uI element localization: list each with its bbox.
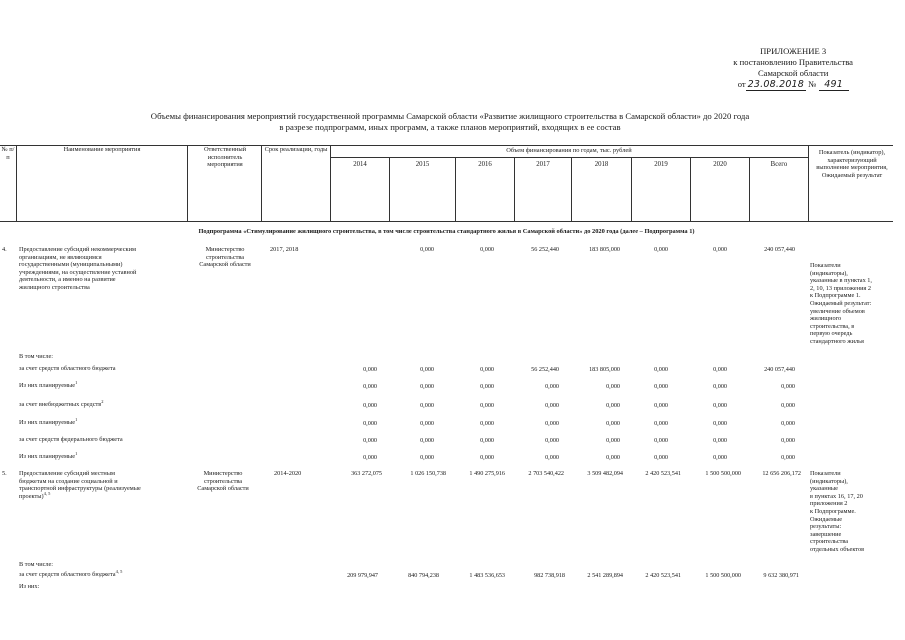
subrow-label-text: за счет внебюджетных средств (19, 401, 102, 408)
row5-subrow-value: 1 500 500,000 (705, 572, 741, 579)
row4-executor-line: Министерство (205, 246, 245, 253)
row5-indicator-line: отдельных объектов (810, 545, 865, 553)
subrow-value: 0,000 (420, 402, 434, 409)
title-line-2: в разрезе подпрограмм, иных программ, а также планов мероприятий, входящих в ее состав (279, 122, 621, 132)
row4-indicator-line: строительства, в (810, 322, 855, 330)
row5-subrow-value: 9 632 380,971 (763, 572, 799, 579)
appendix-title: ПРИЛОЖЕНИЕ 3 (760, 46, 827, 56)
appendix-dateline (733, 79, 853, 91)
subrow-label-text: за счет средств областного бюджета (19, 365, 116, 372)
row5-subrow-value: 209 979,947 (347, 572, 378, 579)
row4-subrow-label (19, 382, 77, 389)
year-2017: 2017 (536, 161, 550, 168)
subrow-value: 0,000 (363, 454, 377, 461)
subrow-value: 0,000 (480, 437, 494, 444)
row4-name-line: организациям, не являющимся (19, 253, 102, 261)
subrow-label-text: за счет средств федерального бюджета (19, 436, 123, 443)
subrow-value: 0,000 (713, 383, 727, 390)
row4-including-label: В том числе: (19, 353, 54, 360)
row4-value-2018: 183 805,000 (589, 246, 620, 253)
subrow-value: 183 805,000 (589, 366, 620, 373)
subrow-value: 0,000 (480, 383, 494, 390)
row4-indicator-line: 2, 10, 13 приложения 2 (810, 284, 872, 292)
row5-value-2016: 1 490 275,916 (469, 470, 505, 477)
header-indicator: Показатель (индикатор), характеризующий выполнение мероприятия, Ожидаемый результат (816, 149, 888, 179)
subrow-value: 0,000 (420, 366, 434, 373)
row5-indicator-line: завершение (810, 530, 842, 538)
row5-subrow-value: 982 738,918 (534, 572, 565, 579)
row4-executor-line: строительства (205, 253, 245, 261)
header-funding-group: Объем финансирования по годам, тыс. рублей (506, 147, 632, 154)
header-name: Наименование мероприятия (63, 146, 141, 153)
row5-value-2020: 1 500 500,000 (705, 470, 741, 477)
row4-value-2019: 0,000 (654, 246, 668, 253)
subrow-label-text: Из них планируемые (19, 419, 76, 426)
subrow-value: 0,000 (606, 420, 620, 427)
subrow-label-text: Из них планируемые (19, 453, 76, 460)
row4-num: 4. (2, 246, 7, 253)
row5-indicator-line: результаты: (810, 523, 842, 531)
row5-indicator-line: строительства (810, 538, 849, 546)
subrow-value: 0,000 (606, 437, 620, 444)
subrow-value: 0,000 (363, 383, 377, 390)
subrow-value: 0,000 (363, 420, 377, 427)
subrow-value: 0,000 (606, 402, 620, 409)
subrow-value: 0,000 (713, 437, 727, 444)
subrow-value: 0,000 (420, 420, 434, 427)
row4-name-line: учреждениями, на осуществление уставной (19, 268, 137, 276)
row5-name-text: проекты) (19, 492, 44, 500)
row4-indicator (810, 262, 902, 346)
subrow-value: 0,000 (654, 383, 668, 390)
subrow-value: 0,000 (480, 454, 494, 461)
subrow-value: 0,000 (713, 420, 727, 427)
subrow-value: 0,000 (480, 402, 494, 409)
subrow-value: 0,000 (420, 437, 434, 444)
row4-subrow-label (19, 453, 77, 460)
subrow-value: 0,000 (713, 366, 727, 373)
header-period: Срок реализации, годы (264, 146, 328, 153)
subrow-value: 0,000 (606, 383, 620, 390)
row4-value-2016: 0,000 (480, 246, 494, 253)
row5-executor-line: строительства (203, 477, 243, 485)
row5-value-2014: 363 272,075 (351, 470, 382, 477)
subrow-value: 0,000 (480, 420, 494, 427)
row4-name (19, 246, 136, 292)
year-2020: 2020 (713, 161, 727, 168)
row5-name-line: бюджетам на создание социальной и (19, 477, 118, 485)
row5-name-line: Предоставление субсидий местным (19, 470, 116, 477)
subrow-value: 0,000 (545, 420, 559, 427)
row4-executor-line: Самарской области (199, 261, 251, 269)
subprogram-title: Подпрограмма «Стимулирование жилищного строительства, в том числе строительства стандартного жилья в Самарской области» до 2020 года (далее – Подпрограмма 1) (198, 228, 695, 235)
subrow-value: 56 252,440 (531, 366, 559, 373)
footnote-mark: 4, 5 (115, 569, 123, 574)
row5-value-2017: 2 703 540,422 (528, 470, 564, 477)
row5-indicator-line: Показатели (810, 470, 841, 477)
row5-name (19, 470, 141, 500)
row4-indicator-line: увеличение объемов (810, 307, 865, 315)
footnote-mark: 1 (75, 417, 78, 422)
row5-including-label: В том числе: (19, 561, 54, 568)
row4-indicator-line: Показатели (810, 262, 841, 269)
footnote-mark: 4, 5 (43, 490, 51, 496)
year-2016: 2016 (478, 161, 492, 168)
row4-subrow-label (19, 436, 123, 443)
row5-name-line (19, 490, 141, 501)
subrow-value: 0,000 (545, 383, 559, 390)
year-total: Всего (770, 161, 788, 168)
row5-executor (186, 470, 260, 493)
subrow-value: 0,000 (420, 383, 434, 390)
row4-indicator-line: первую очередь (810, 330, 853, 338)
subrow-label-text: за счет средств областного бюджета (19, 571, 116, 578)
row4-name-line: жилищного строительства (19, 283, 90, 291)
subrow-value: 0,000 (545, 437, 559, 444)
row4-name-line: государственными (муниципальными) (19, 261, 123, 269)
row4-value-2017: 56 252,440 (531, 246, 559, 253)
row5-of-them-label: Из них: (19, 583, 40, 590)
subrow-value: 240 057,440 (764, 366, 795, 373)
header-bottom-border (0, 221, 893, 222)
row5-indicator-line: указанные (810, 485, 838, 493)
row4-period: 2017, 2018 (270, 246, 299, 253)
row4-subrow-label (19, 365, 116, 372)
row4-value-2015: 0,000 (420, 246, 434, 253)
table-header (0, 145, 893, 222)
row4-name-line: Предоставление субсидий некоммерческим (19, 246, 136, 253)
row4-indicator-line: жилищного (810, 315, 842, 323)
date-value: 23.08.2018 (747, 79, 805, 90)
subrow-value: 0,000 (363, 366, 377, 373)
row4-name-line: деятельности, а именно на развитие (19, 276, 116, 284)
row5-value-total: 12 656 206,172 (762, 470, 801, 477)
title-line-1: Объемы финансирования мероприятий государственной программы Самарской области «Развитие жилищного строительства в Самарской области» до 2020 года (150, 111, 750, 121)
col-divider (330, 145, 331, 221)
row5-subrow-value: 840 794,238 (408, 572, 439, 579)
subrow-value: 0,000 (781, 454, 795, 461)
subrow-value: 0,000 (713, 454, 727, 461)
subrow-value: 0,000 (654, 437, 668, 444)
date-prefix: от (737, 79, 746, 89)
subrow-value: 0,000 (363, 402, 377, 409)
row5-indicator-line: Ожидаемые (810, 515, 843, 523)
subrow-value: 0,000 (363, 437, 377, 444)
col-divider (808, 145, 809, 221)
subrow-value: 0,000 (781, 402, 795, 409)
col-divider (16, 145, 17, 221)
row5-value-2018: 3 509 482,094 (587, 470, 623, 477)
subrow-value: 0,000 (420, 454, 434, 461)
row5-value-2015: 1 026 150,738 (410, 470, 446, 477)
footnote-mark: 1 (75, 380, 78, 385)
header-executor: Ответственный исполнитель мероприятия (203, 146, 247, 169)
subrow-label-text: Из них планируемые (19, 382, 76, 389)
row5-value-2019: 2 420 523,541 (645, 470, 681, 477)
row5-period: 2014-2020 (274, 470, 302, 477)
row5-subrow-value: 1 483 536,653 (469, 572, 505, 579)
number-sign: № (808, 79, 817, 89)
subrow-value: 0,000 (654, 402, 668, 409)
row4-value-2020: 0,000 (713, 246, 727, 253)
row5-indicator-line: приложения 2 (810, 500, 848, 508)
row4-indicator-line: к Подпрограмме 1. (810, 292, 861, 300)
row5-indicator-line: (индикаторы), (810, 477, 848, 485)
year-2018: 2018 (594, 161, 609, 168)
col-divider (261, 145, 262, 221)
row5-indicator-line: в пунктах 16, 17, 20 (810, 492, 863, 500)
year-2014: 2014 (353, 161, 367, 168)
row4-indicator-line: Ожидаемый результат: (810, 299, 872, 307)
row5-subrow-value: 2 420 523,541 (645, 572, 681, 579)
row4-value-total: 240 057,440 (764, 246, 795, 253)
footnote-mark: 1 (75, 451, 78, 456)
row4-indicator-line: стандартного жилья (810, 337, 864, 345)
subrow-value: 0,000 (545, 454, 559, 461)
row5-indicator (810, 470, 902, 554)
row4-executor (190, 246, 260, 269)
row5-subrow-label (19, 571, 122, 578)
subrow-value: 0,000 (654, 366, 668, 373)
row5-subrow-value: 2 541 289,894 (587, 572, 623, 579)
number-value: 491 (819, 79, 849, 91)
year-2015: 2015 (415, 161, 430, 168)
header-num: № п/п (1, 146, 15, 161)
row4-indicator-line: (индикаторы), (810, 269, 848, 277)
year-2019: 2019 (654, 161, 668, 168)
footnote-mark: 2 (101, 399, 104, 404)
subrow-value: 0,000 (781, 420, 795, 427)
row4-subrow-label (19, 401, 104, 408)
subrow-value: 0,000 (781, 437, 795, 444)
row5-num: 5. (2, 470, 7, 477)
subrow-value: 0,000 (654, 454, 668, 461)
subrow-value: 0,000 (654, 420, 668, 427)
appendix-block (733, 46, 853, 91)
subrow-value: 0,000 (480, 366, 494, 373)
subrow-value: 0,000 (713, 402, 727, 409)
appendix-resolution: к постановлению Правительства (733, 57, 853, 67)
row5-executor-line: Самарской области (197, 485, 249, 493)
subrow-value: 0,000 (606, 454, 620, 461)
subrow-value: 0,000 (545, 402, 559, 409)
appendix-region: Самарской области (757, 68, 829, 78)
row5-executor-line: Министерство (203, 470, 243, 477)
row5-name-line: транспортной инфраструктуры (реализуемые (19, 485, 141, 493)
row4-indicator-line: указанные в пунктах 1, (810, 277, 873, 285)
col-divider (187, 145, 188, 221)
row5-indicator-line: к Подпрограмме. (810, 507, 856, 515)
document-title (40, 111, 860, 133)
row4-subrow-label (19, 419, 77, 426)
funding-group-divider (330, 157, 808, 158)
subrow-value: 0,000 (781, 383, 795, 390)
